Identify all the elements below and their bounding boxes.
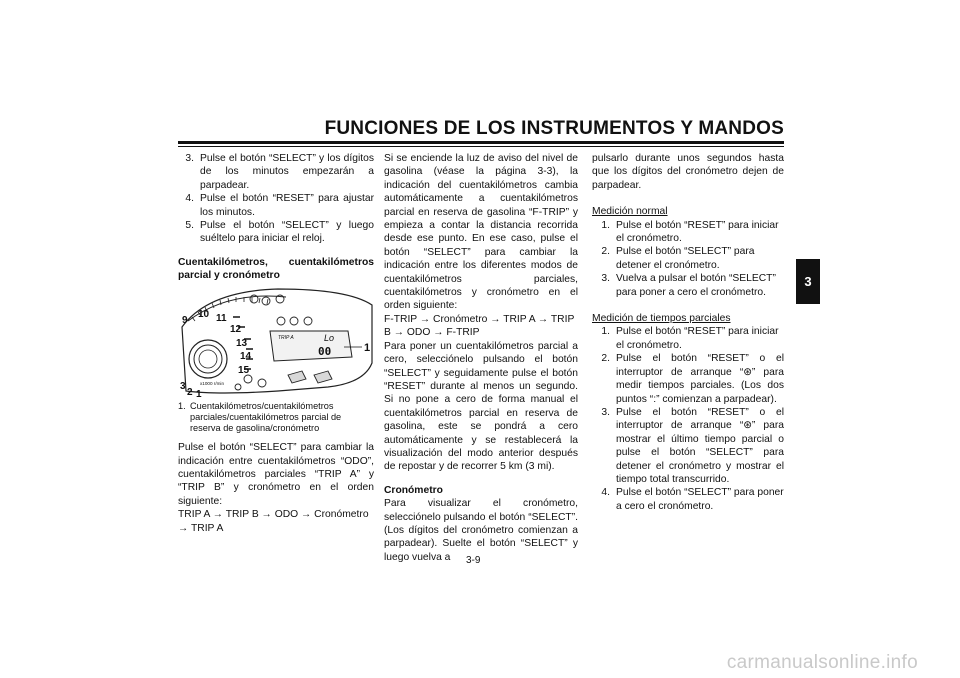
dial-number: 2 bbox=[187, 386, 193, 398]
page-title: FUNCIONES DE LOS INSTRUMENTOS Y MANDOS bbox=[324, 118, 784, 139]
list-item: 3. Pulse el botón “SELECT” y los dígitos de los minutos empezarán a parpadear. bbox=[185, 153, 374, 191]
paragraph: pulsarlo durante unos segundos hasta que los dígitos del cronómetro dejen de parpadear. bbox=[592, 153, 784, 191]
watermark: carmanualsonline.info bbox=[726, 652, 918, 673]
column-3 bbox=[592, 152, 784, 513]
chapter-tab: 3 bbox=[796, 259, 820, 304]
instrument-figure bbox=[178, 287, 374, 399]
paragraph: Para poner un cuentakilómetros parcial a cero, selecciónelo pulsando el botón “SELECT” y seguidamente pulse el botón “RESET” durante al menos un segundo. Si no pone a cero de forma manual el cuentakilómetros parcial en reserva de gasolina, este se pondrá a cero automáticamente y se restablecerá la visualización del modo anterior después de repostar y de recorrer 5 km (3 mi). bbox=[384, 340, 578, 473]
sequence-text: TRIP A → TRIP B → ODO → Cronómetro → TRIP A bbox=[178, 509, 369, 534]
section-heading: Cuentakilómetros, cuentakilómetros parcial y cronómetro bbox=[178, 256, 374, 282]
figure-caption: 1. Cuentakilómetros/cuentakilómetros parciales/cuentakilómetros parcial de reserva de gasolina/cronómetro bbox=[178, 400, 342, 434]
dial-number: 11 bbox=[216, 312, 227, 324]
title-rule bbox=[178, 141, 784, 144]
column-2 bbox=[384, 152, 578, 564]
lcd-text: Lo bbox=[324, 332, 335, 343]
list-item: 4. Pulse el botón “SELECT” para poner a cero el cronómetro. bbox=[601, 487, 784, 512]
tach-hub-icon bbox=[189, 340, 227, 378]
dial-number: 14 bbox=[240, 350, 252, 362]
list-item: 1. Pulse el botón “RESET” para iniciar el cronómetro. bbox=[601, 219, 779, 245]
dial-number: 9 bbox=[182, 314, 188, 326]
list-item: 5. Pulse el botón “SELECT” y luego suéltelo para iniciar el reloj. bbox=[185, 220, 374, 245]
list-item: 1. Pulse el botón “RESET” para iniciar el cronómetro. bbox=[601, 326, 779, 351]
dial-number: 12 bbox=[230, 323, 242, 335]
paragraph: Pulse el botón “SELECT” para cambiar la indicación entre cuentakilómetros “ODO”, cuentakilómetros parciales “TRIP A” y “TRIP B” y cronómetro en el orden siguiente: bbox=[178, 442, 374, 507]
dial-number: 3 bbox=[180, 380, 186, 392]
paragraph: Para visualizar el cronómetro, selecciónelo pulsando el botón “SELECT”. (Los dígitos del cronómetro comienzan a parpadear). Suelte el botón “SELECT” y luego vuelva a bbox=[384, 498, 578, 563]
title-rule-thin bbox=[178, 146, 784, 147]
lcd-digits: 00 bbox=[318, 344, 332, 358]
page-number: 3-9 bbox=[466, 555, 481, 566]
callout-number: 1 bbox=[364, 341, 371, 354]
list-item: 3. Vuelva a pulsar el botón “SELECT” para poner a cero el cronómetro. bbox=[601, 273, 776, 298]
section-heading: Cronómetro bbox=[384, 484, 443, 496]
dial-number: 15 bbox=[238, 364, 250, 376]
steps-list bbox=[592, 325, 784, 513]
dial-number: 1 bbox=[196, 388, 202, 399]
steps-list bbox=[592, 219, 784, 299]
dial-number: 13 bbox=[236, 337, 248, 349]
list-item: 4. Pulse el botón “RESET” para ajustar los minutos. bbox=[185, 193, 374, 218]
column-1 bbox=[178, 152, 374, 535]
paragraph: Si se enciende la luz de aviso del nivel de gasolina (véase la página 3-3), la indicación del cuentakilómetros cambia automáticamente a cuentakilómetros parcial en reserva de gasolina “F-TRIP” y empieza a contar la distancia recorrida desde ese punto. En ese caso, pulse el botón “SELECT” para cambiar la indicación entre los diferentes modos de cuentakilómetros parciales, cuentakilómetros y cronómetro en el orden siguiente: bbox=[384, 153, 578, 312]
select-button-shape bbox=[288, 371, 306, 383]
rpm-label: x1000 r/min bbox=[200, 380, 225, 386]
reset-button-shape bbox=[314, 371, 332, 383]
sequence-text: F-TRIP → Cronómetro → TRIP A → TRIP B → ODO → F-TRIP bbox=[384, 313, 575, 339]
subheading: Medición de tiempos parciales bbox=[592, 313, 731, 325]
steps-list bbox=[178, 152, 374, 246]
list-item: 3. Pulse el botón “RESET” o el interruptor de arranque “⊛” para mostrar el último tiempo parcial o pulse el botón “SELECT” para detener el cronómetro y mostrar el tiempo total transcurrido. bbox=[601, 406, 784, 485]
subheading: Medición normal bbox=[592, 206, 668, 218]
trip-label: TRIP A bbox=[278, 334, 294, 341]
list-item: 2. Pulse el botón “SELECT” para detener el cronómetro. bbox=[601, 246, 755, 271]
instrument-illustration bbox=[178, 287, 374, 399]
dial-number: 10 bbox=[198, 308, 210, 320]
list-item: 2. Pulse el botón “RESET” o el interruptor de arranque “⊛” para medir tiempos parciales. (Los dos puntos “:” comienzan a parpadear). bbox=[601, 353, 784, 405]
